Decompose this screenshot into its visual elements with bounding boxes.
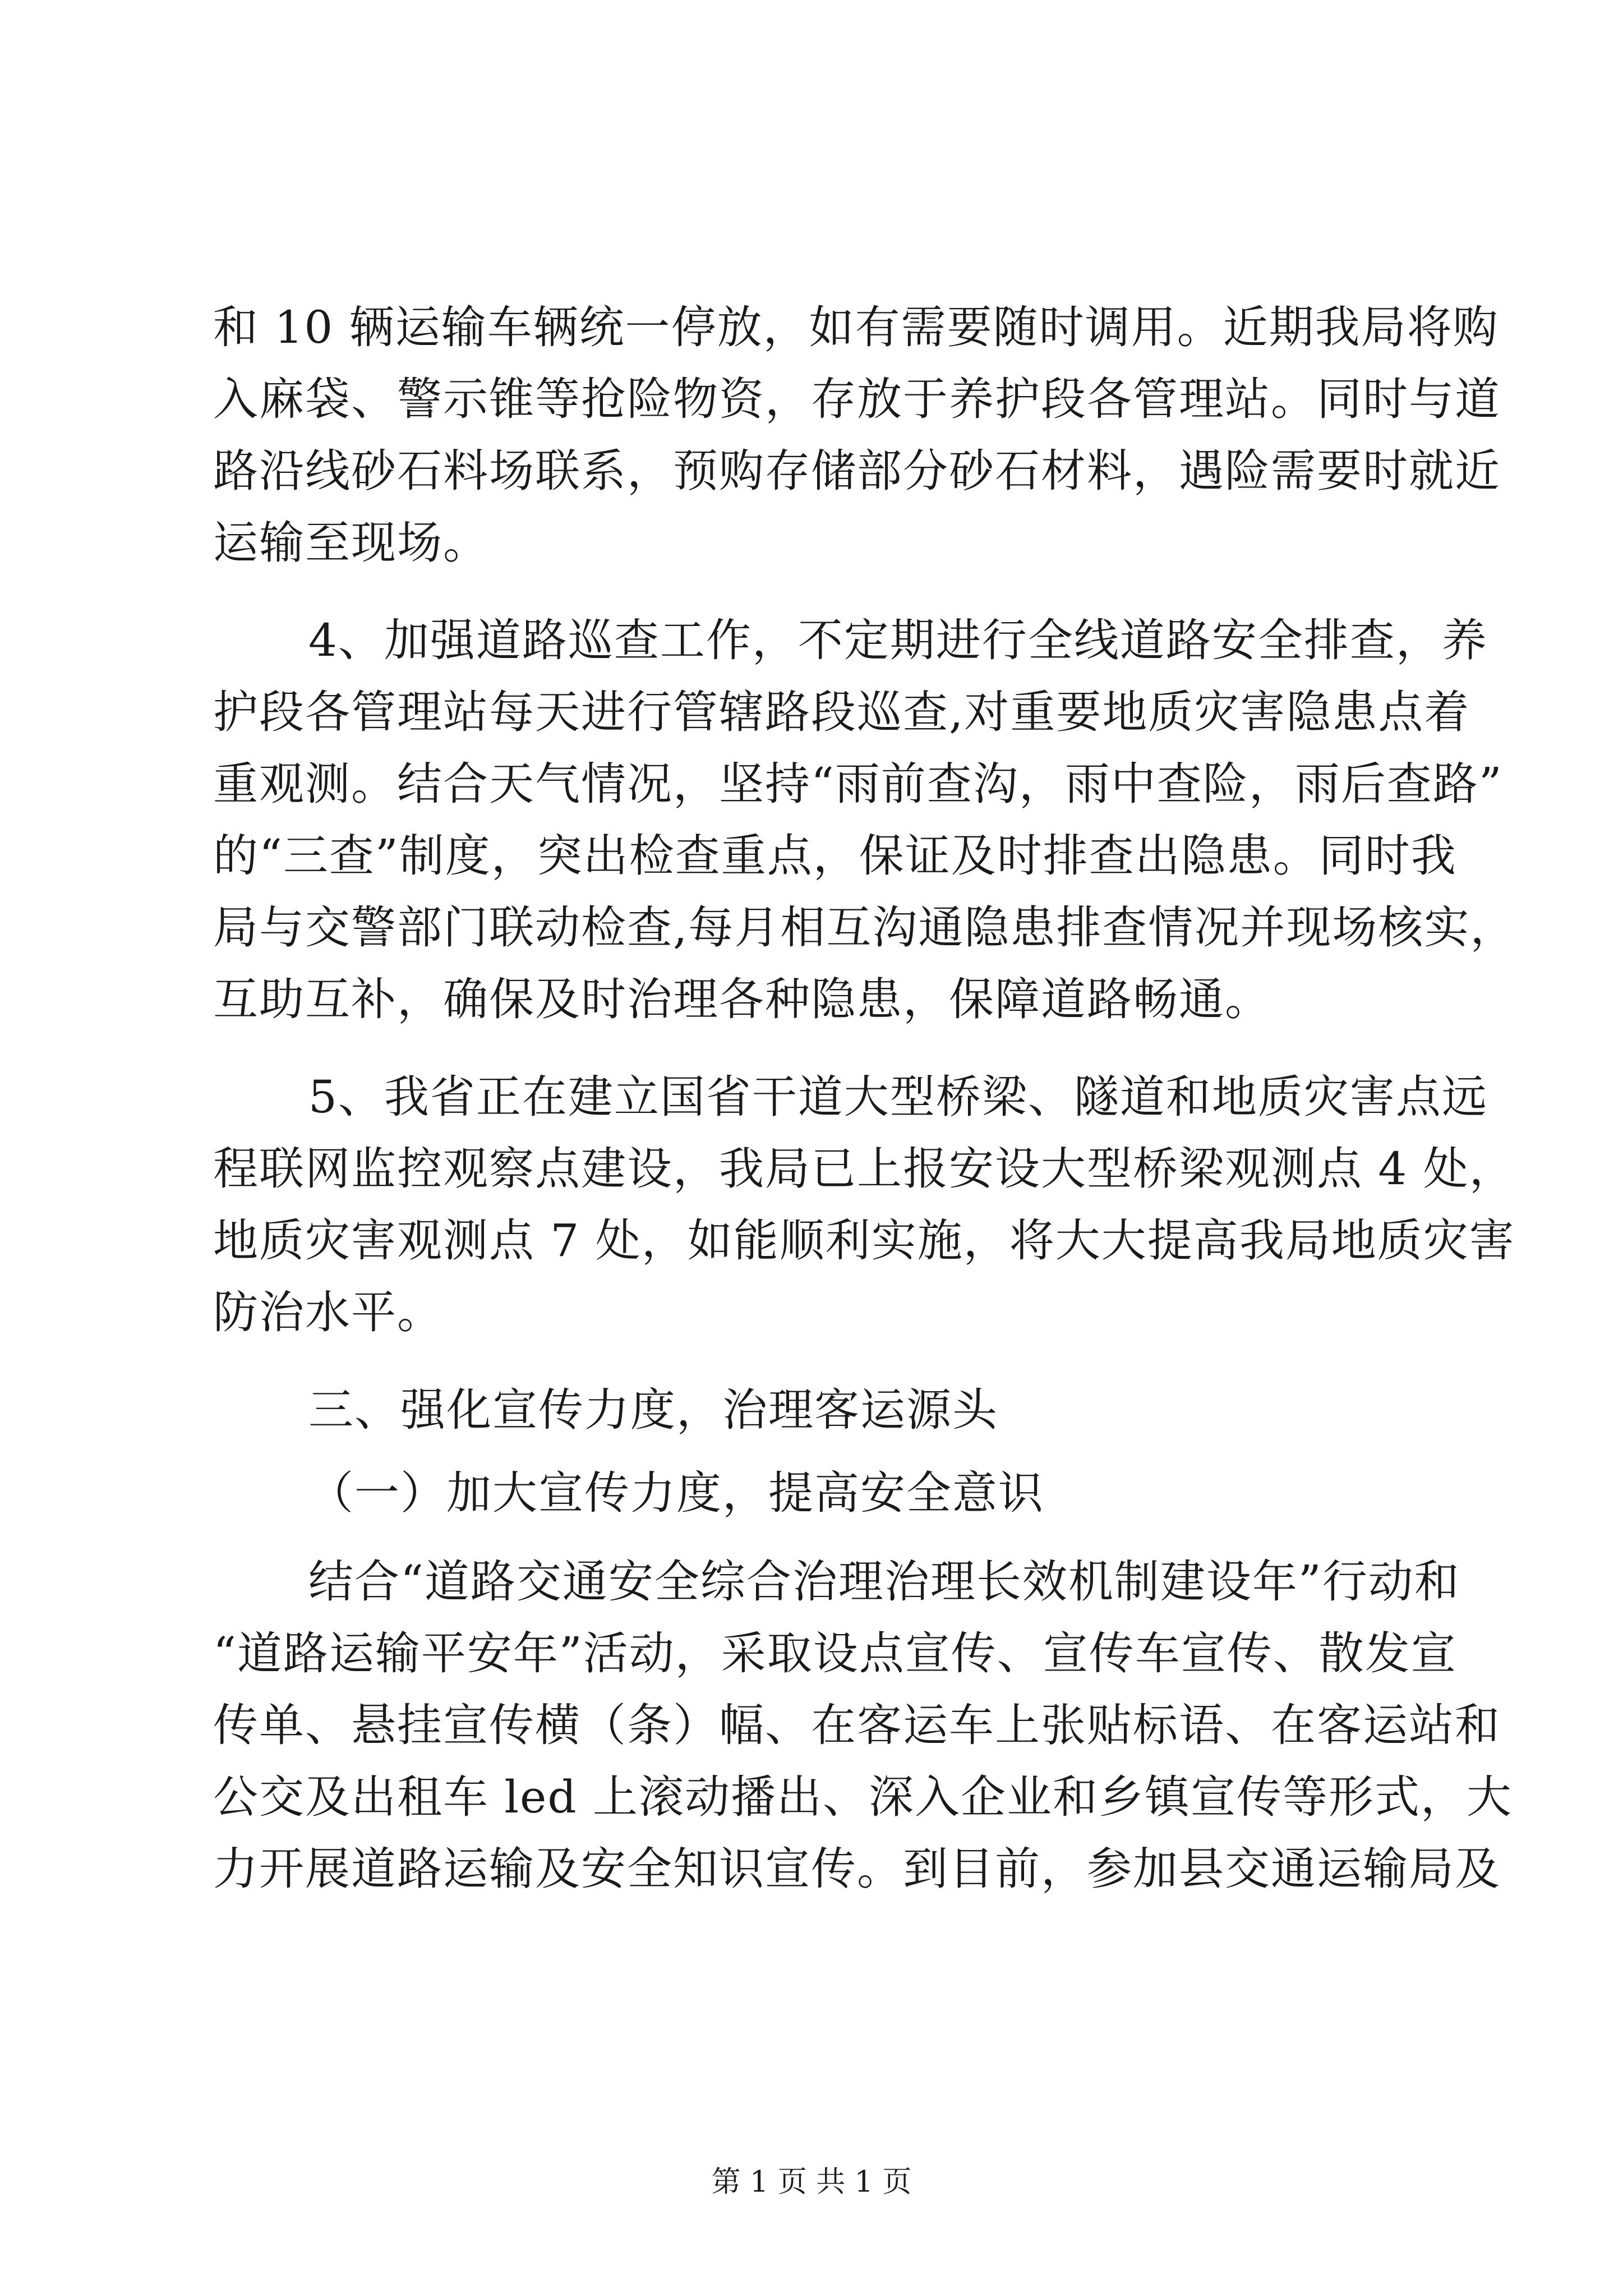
text-line: 互助互补，确保及时治理各种隐患，保障道路畅通。 [213, 973, 1271, 1025]
text-line: 路沿线砂石料场联系，预购存储部分砂石材料，遇险需要时就近 [213, 445, 1501, 497]
paragraph-1 [213, 292, 1501, 579]
text-line: 护段各管理站每天进行管辖路段巡查,对重要地质灾害隐患点着 [213, 686, 1470, 738]
text-line: 公交及出租车 led 上滚动播出、深入企业和乡镇宣传等形式，大 [213, 1771, 1513, 1823]
text-line: 结合“道路交通安全综合治理治理长效机制建设年”行动和 [308, 1556, 1460, 1608]
text-line: 局与交警部门联动检查,每月相互沟通隐患排查情况并现场核实， [213, 901, 1516, 954]
text-line: 5、我省正在建立国省干道大型桥梁、隧道和地质灾害点远 [308, 1071, 1488, 1123]
text-line: 防治水平。 [213, 1286, 443, 1338]
page-footer: 第 1 页 共 1 页 [711, 2165, 912, 2199]
text-line: 重观测。结合天气情况，坚持“雨前查沟，雨中查险，雨后查路” [213, 758, 1503, 810]
paragraph-spacing [213, 579, 1447, 605]
text-line: 程联网监控观察点建设，我局已上报安设大型桥梁观测点 4 处， [213, 1143, 1515, 1195]
text-line: 地质灾害观测点 7 处，如能顺利实施，将大大提高我局地质灾害 [213, 1214, 1515, 1267]
text-line: 的“三查”制度，突出检查重点，保证及时排查出隐患。同时我 [213, 830, 1457, 882]
paragraph-spacing [213, 1446, 1447, 1457]
paragraph-4 [213, 1546, 1513, 1905]
paragraph-3 [213, 1061, 1515, 1349]
paragraph-spacing [213, 1036, 1447, 1061]
text-line: 传单、悬挂宣传横（条）幅、在客运车上张贴标语、在客运站和 [213, 1699, 1501, 1751]
text-line: 4、加强道路巡查工作，不定期进行全线道路安全排查，养 [308, 614, 1488, 666]
text-line: 入麻袋、警示锥等抢险物资，存放于养护段各管理站。同时与道 [213, 373, 1501, 425]
section-heading: 三、强化宣传力度，治理客运源头 [308, 1384, 998, 1436]
paragraph-spacing [213, 1529, 1447, 1546]
paragraph-2 [213, 605, 1516, 1036]
paragraph-spacing [213, 1349, 1447, 1374]
text-line: 力开展道路运输及安全知识宣传。到目前，参加县交通运输局及 [213, 1843, 1501, 1895]
text-line: 和 10 辆运输车辆统一停放，如有需要随时调用。近期我局将购 [213, 301, 1499, 353]
subsection-heading: （一）加大宣传力度，提高安全意识 [308, 1467, 1044, 1519]
document-body [213, 292, 1516, 1905]
text-line: 运输至现场。 [213, 517, 489, 569]
text-line: “道路运输平安年”活动，采取设点宣传、宣传车宣传、散发宣 [213, 1627, 1457, 1680]
